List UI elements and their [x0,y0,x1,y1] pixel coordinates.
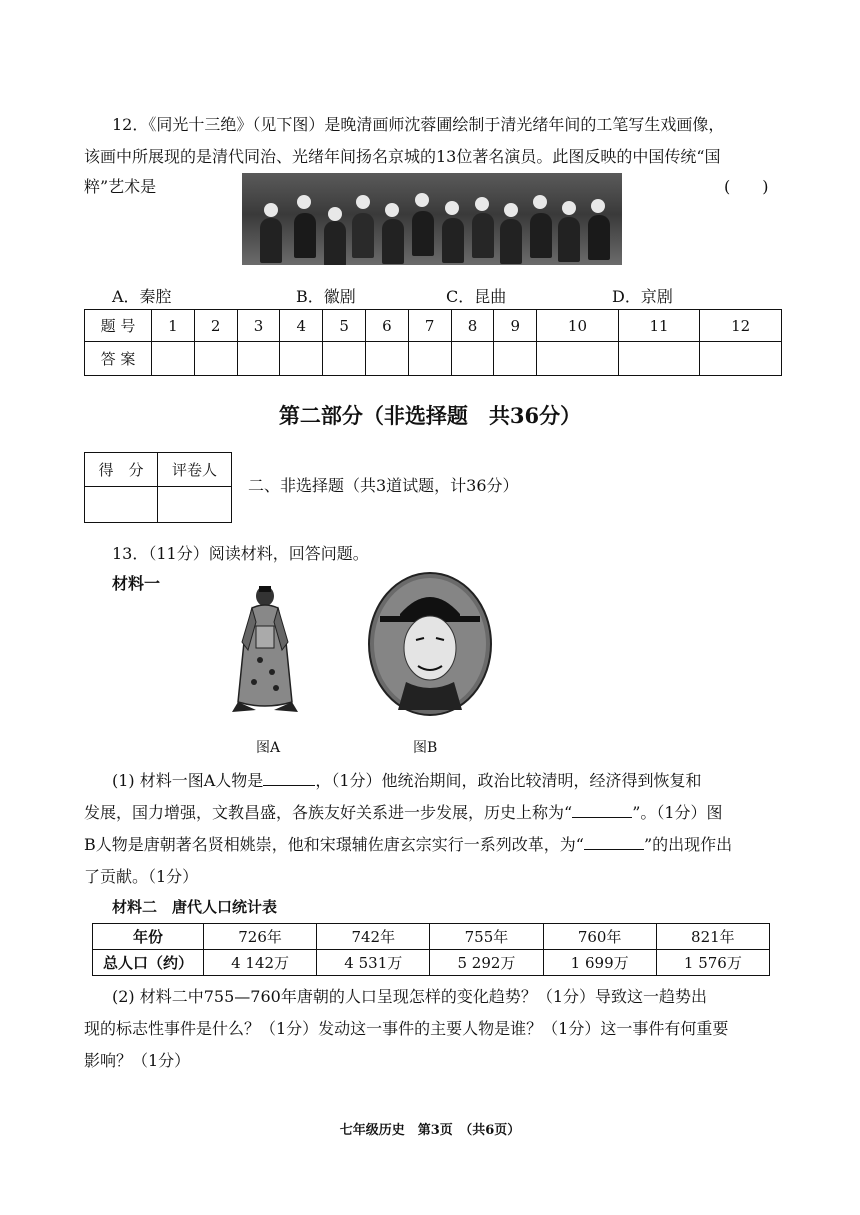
option-b[interactable]: B．徽剧 [296,287,356,306]
pop-table-year: 755年 [430,924,543,950]
answer-table-number: 5 [323,310,366,342]
answer-table-row1-label: 题 号 [85,310,152,342]
answer-cell[interactable] [494,342,537,376]
pop-table-value: 4 142万 [204,950,317,976]
pop-table-value: 4 531万 [317,950,430,976]
figure-a-emperor-image [222,582,308,718]
q13-p1-text: B人物是唐朝著名贤相姚崇，他和宋璟辅佐唐玄宗实行一系列改革，为“ [84,835,584,854]
q13-p1-text: 发展，国力增强，文教昌盛，各族友好关系进一步发展，历史上称为“ [84,803,573,822]
answer-table-number: 1 [152,310,195,342]
q13-p1-text: (1) 材料一图A人物是 [112,771,264,790]
q13-p1-text: ”。（1分）图 [632,803,723,822]
answer-cell[interactable] [618,342,700,376]
answer-cell[interactable] [194,342,237,376]
score-box [84,452,232,523]
q12-answer-paren: ( ) [724,177,769,196]
q13-p1-line3 [84,832,732,855]
answer-table-number: 2 [194,310,237,342]
answer-table-number: 4 [280,310,323,342]
pop-table-year: 726年 [204,924,317,950]
figure-a-caption: 图A [256,740,281,756]
pop-table-value: 5 292万 [430,950,543,976]
blank-field-emperor[interactable] [263,771,315,786]
option-d[interactable]: D．京剧 [612,287,673,306]
answer-cell[interactable] [537,342,619,376]
page-footer: 七年级历史 第3页 （共6页） [339,1123,521,1138]
q13-stem: 13．（11分）阅读材料，回答问题。 [112,544,369,563]
answer-cell[interactable] [237,342,280,376]
grader-cell[interactable] [158,487,232,523]
answer-table-number: 6 [365,310,408,342]
answer-cell[interactable] [451,342,494,376]
material2-label: 材料二 唐代人口统计表 [112,898,278,916]
q13-p1-line2 [84,800,723,823]
pop-table-year: 760年 [543,924,656,950]
q13-p2-line2: 现的标志性事件是什么？（1分）发动这一事件的主要人物是谁？（1分）这一事件有何重要 [84,1019,729,1038]
answer-table-number: 3 [237,310,280,342]
q12-line2: 该画中所展现的是清代同治、光绪年间扬名京城的13位著名演员。此图反映的中国传统“国 [84,147,721,166]
opera-painting-image [242,173,622,265]
part2-title: 第二部分（非选择题 共36分） [278,403,582,428]
blank-field-era[interactable] [572,803,632,818]
section2-label: 二、非选择题（共3道试题，计36分） [248,476,519,495]
q13-p2-line3: 影响？（1分） [84,1051,191,1070]
score-header: 得 分 [85,453,158,487]
answer-cell[interactable] [280,342,323,376]
pop-table-year-label: 年份 [93,924,204,950]
q13-p1-line4: 了贡献。（1分） [84,867,199,886]
option-c[interactable]: C．昆曲 [446,287,507,306]
material1-label: 材料一 [112,574,161,593]
blank-field-flourishing[interactable] [584,835,644,850]
grader-header: 评卷人 [158,453,232,487]
pop-table-population-label: 总人口（约） [93,950,204,976]
option-a[interactable]: A．秦腔 [112,287,172,306]
answer-table [84,309,782,376]
pop-table-value: 1 699万 [543,950,656,976]
q13-p2-line1: (2) 材料二中755—760年唐朝的人口呈现怎样的变化趋势？（1分）导致这一趋势出 [112,987,708,1006]
answer-table-number: 7 [408,310,451,342]
q13-p1-text: ”的出现作出 [643,835,733,854]
answer-table-number: 9 [494,310,537,342]
answer-table-row2-label: 答 案 [85,342,152,376]
population-table [92,923,770,976]
pop-table-year: 821年 [656,924,769,950]
answer-cell[interactable] [365,342,408,376]
answer-cell[interactable] [152,342,195,376]
q13-p1-text: ，（1分）他统治期间，政治比较清明，经济得到恢复和 [315,771,702,790]
pop-table-value: 1 576万 [656,950,769,976]
pop-table-year: 742年 [317,924,430,950]
score-cell[interactable] [85,487,158,523]
answer-table-number: 10 [537,310,619,342]
answer-cell[interactable] [700,342,782,376]
answer-table-number: 11 [618,310,700,342]
answer-cell[interactable] [323,342,366,376]
q13-p1-line1 [112,768,702,791]
figure-b-caption: 图B [413,740,438,756]
answer-table-number: 8 [451,310,494,342]
answer-table-number: 12 [700,310,782,342]
answer-cell[interactable] [408,342,451,376]
q12-line3: 粹”艺术是 [84,177,157,196]
figure-b-portrait-image [366,570,494,718]
q12-line1: 12．《同光十三绝》（见下图）是晚清画师沈蓉圃绘制于清光绪年间的工笔写生戏画像， [112,115,725,134]
